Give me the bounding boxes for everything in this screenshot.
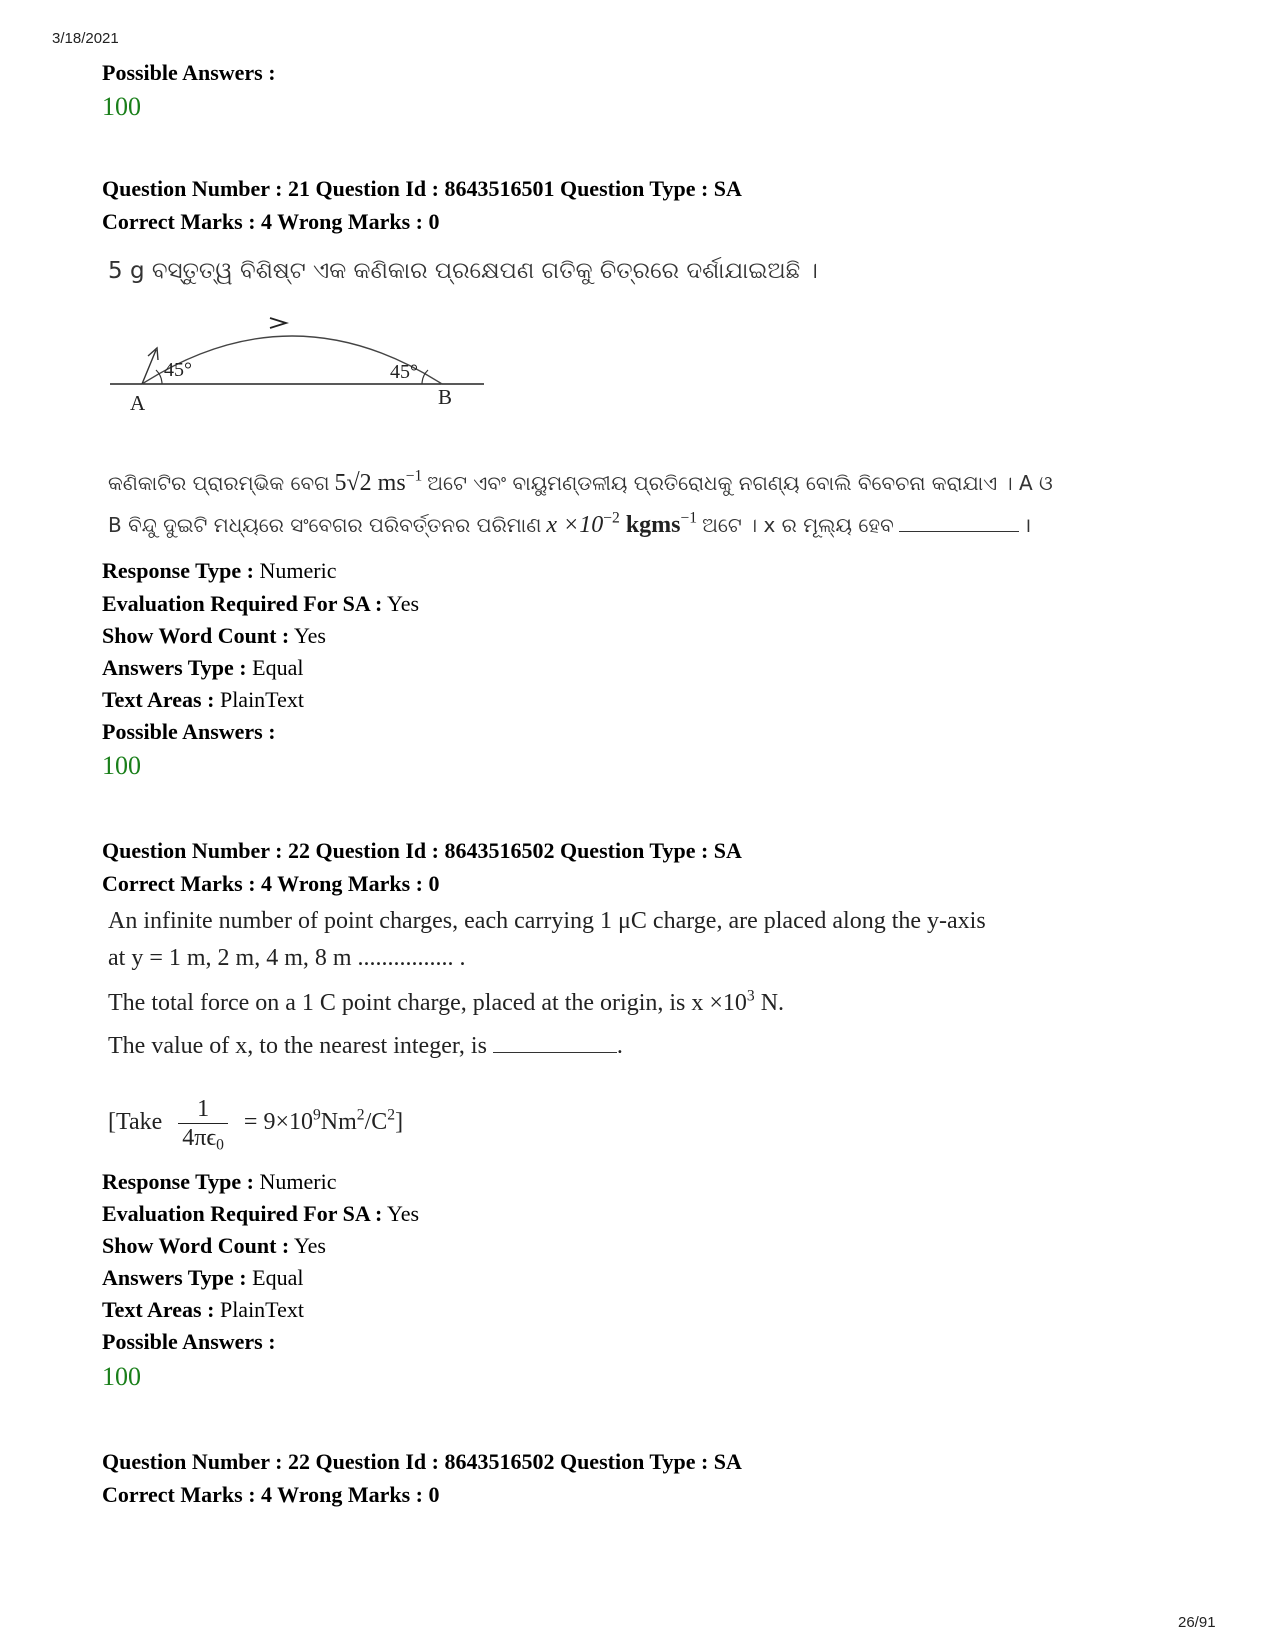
meta-response-type: Response Type : Numeric	[102, 558, 337, 583]
possible-answer-value: 100	[102, 92, 141, 121]
q21-line-1-a: କଣିକାଟିର ପ୍ରାରମ୍ଭିକ ବେଗ	[108, 471, 330, 495]
q21-line-2-end: ।	[1023, 513, 1032, 537]
q21-heading: Question Number : 21 Question Id : 8643516501 Question Type : SA	[102, 176, 742, 201]
meta-answers-type: Answers Type : Equal	[102, 655, 304, 680]
angle-a-label: 45°	[164, 359, 192, 381]
coulomb-constant-fraction: $\frac{1}{4\pi\epsilon_0}$	[178, 1097, 228, 1150]
q22-possible-answer-value: 100	[102, 1362, 141, 1391]
meta-evaluation-required: Evaluation Required For SA : Yes	[102, 1201, 420, 1226]
meta-text-areas: Text Areas : PlainText	[102, 1297, 304, 1322]
q21-line-1	[108, 468, 1053, 499]
q21-marks: Correct Marks : 4 Wrong Marks : 0	[102, 209, 440, 234]
q21-line-2-a: B ବିନ୍ଦୁ ଦୁଇଟି ମଧ୍ୟରେ ସଂବେଗର ପରିବର୍ତ୍ତନର ପରିମାଣ	[108, 513, 542, 537]
projectile-diagram	[110, 308, 510, 428]
q21-intro: 5 g ବସ୍ତୁତ୍ୱ ବିଶିଷ୍ଟ ଏକ କଣିକାର ପ୍ରକ୍ଷେପଣ ଗତିକୁ ଚିତ୍ରରେ ଦର୍ଶାଯାଇଅଛି ।	[108, 258, 818, 284]
possible-answers-label: Possible Answers :	[102, 60, 276, 85]
momentum-value: x ×10	[546, 512, 604, 538]
q22-repeat-heading: Question Number : 22 Question Id : 8643516502 Question Type : SA	[102, 1449, 742, 1474]
momentum-unit: kgms	[625, 512, 681, 538]
velocity-value: 5√2 ms	[334, 470, 406, 496]
q22-marks: Correct Marks : 4 Wrong Marks : 0	[102, 871, 440, 896]
q22-heading: Question Number : 22 Question Id : 8643516502 Question Type : SA	[102, 838, 742, 863]
q21-momentum	[546, 509, 698, 538]
q21-line-2	[108, 510, 1031, 541]
answer-blank	[493, 1034, 617, 1053]
meta-show-word-count: Show Word Count : Yes	[102, 623, 326, 648]
meta-response-type: Response Type : Numeric	[102, 1169, 337, 1194]
meta-text-areas: Text Areas : PlainText	[102, 687, 304, 712]
q22-line-4: The value of x, to the nearest integer, is .	[108, 1033, 623, 1059]
q21-possible-answer-value: 100	[102, 751, 141, 780]
q21-possible-answers-label: Possible Answers :	[102, 719, 276, 744]
momentum-unit-exp: −1	[680, 509, 698, 527]
momentum-exp: −2	[603, 509, 620, 527]
page-number: 26/91	[1178, 1614, 1216, 1631]
meta-show-word-count: Show Word Count : Yes	[102, 1233, 326, 1258]
point-b-label: B	[438, 385, 453, 409]
q21-line-2-b: ଅଟେ । x ର ମୂଲ୍ୟ ହେବ	[702, 513, 894, 537]
q22-take-formula: [Take $\frac{1}{4\pi\epsilon_0}$ = $9\times 10^9Nm^2/C^2$]	[108, 1095, 404, 1154]
q22-repeat-marks: Correct Marks : 4 Wrong Marks : 0	[102, 1482, 440, 1507]
meta-evaluation-required: Evaluation Required For SA : Yes	[102, 591, 420, 616]
direction-arrow-icon	[270, 318, 286, 328]
q21-line-1-b: ଅଟେ ଏବଂ ବାୟୁମଣ୍ଡଳୀୟ ପ୍ରତିରୋଧକୁ ନଗଣ୍ୟ ବୋଲି ବିବେଚନା କରାଯାଏ । A ଓ	[427, 471, 1053, 495]
point-a-label: A	[130, 391, 146, 415]
print-date: 3/18/2021	[52, 30, 119, 47]
q22-line-3: The total force on a 1 C point charge, placed at the origin, is $x \times 10^3$ N.	[108, 987, 785, 1016]
velocity-exp: −1	[405, 467, 423, 485]
q22-line-1: An infinite number of point charges, each carrying 1 μC charge, are placed along the y-axis	[108, 908, 986, 934]
angle-b-label: 45°	[390, 361, 418, 383]
meta-answers-type: Answers Type : Equal	[102, 1265, 304, 1290]
q22-line-2: at y = 1 m, 2 m, 4 m, 8 m ................ .	[108, 945, 466, 971]
q22-possible-answers-label: Possible Answers :	[102, 1329, 276, 1354]
answer-blank	[899, 513, 1019, 532]
q21-velocity	[334, 467, 423, 496]
